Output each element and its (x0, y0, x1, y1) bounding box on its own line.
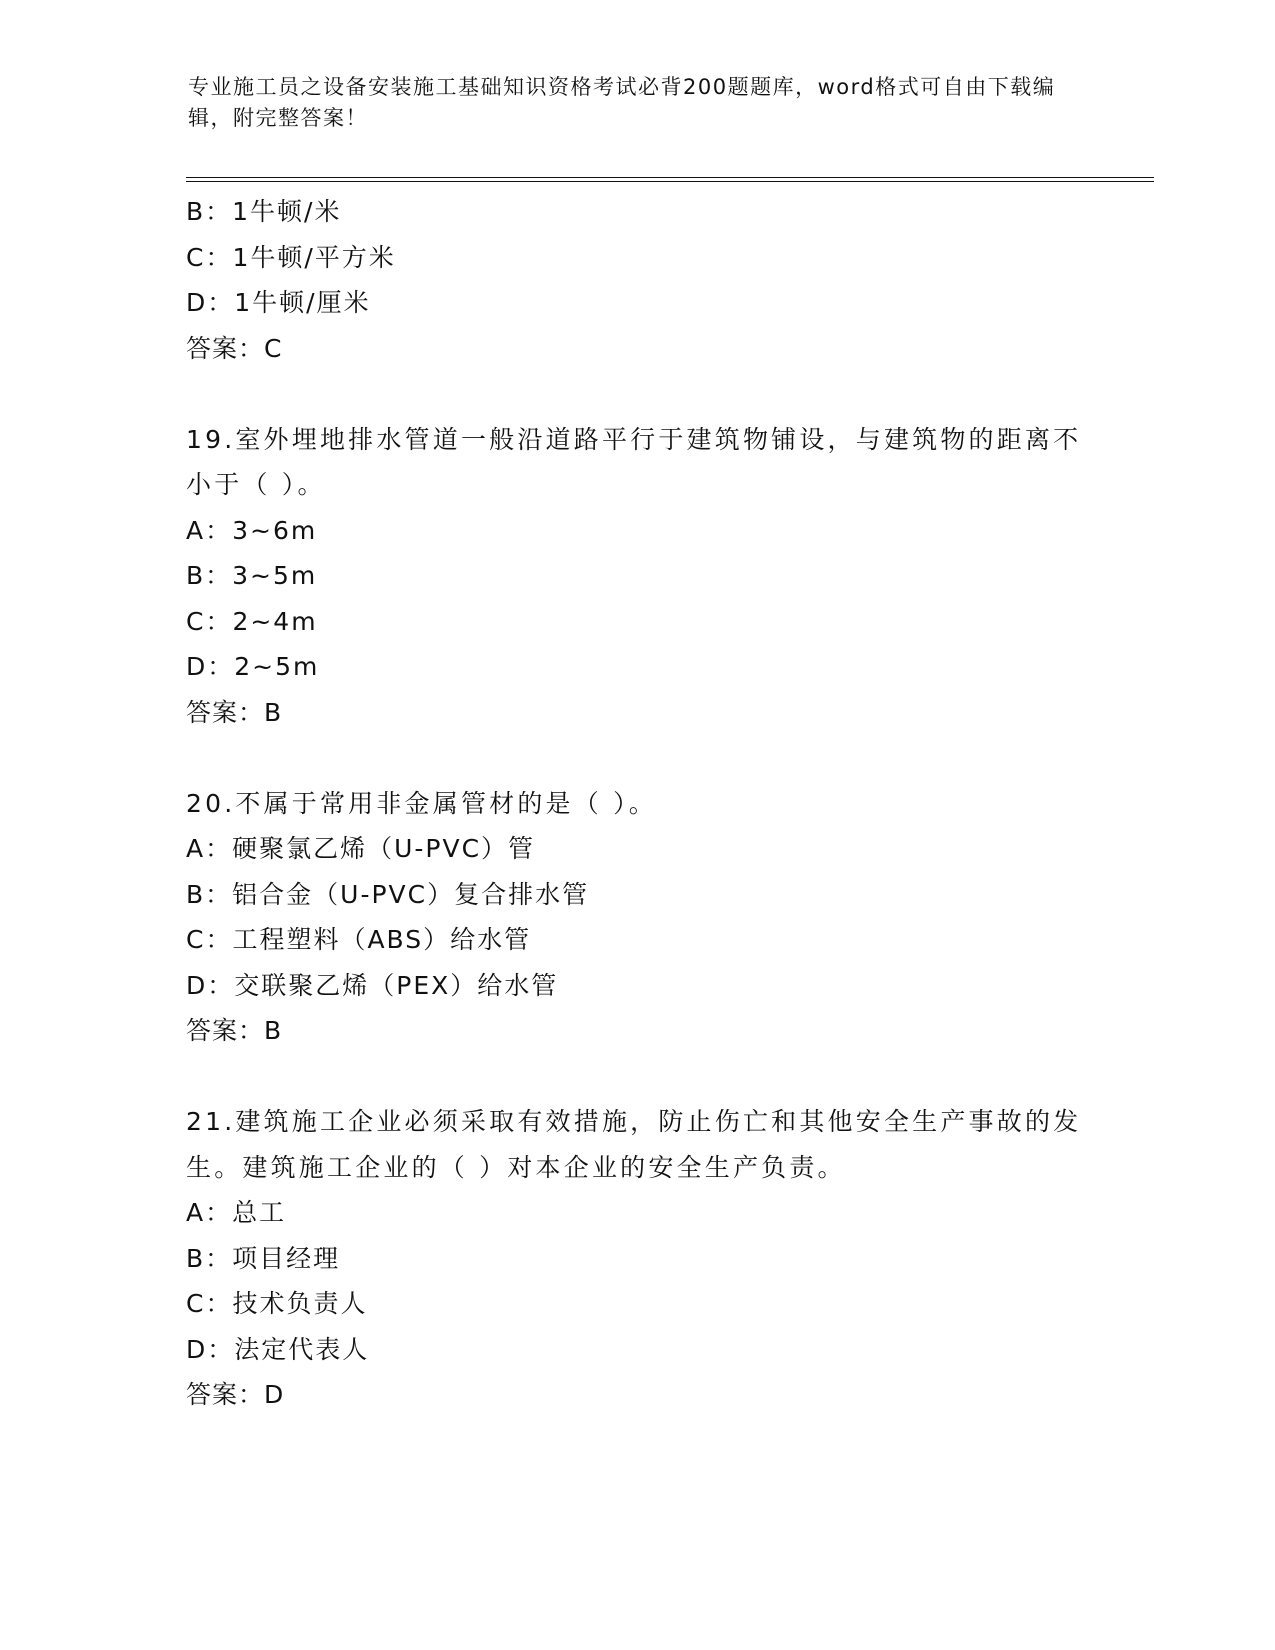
question-19 (186, 417, 1086, 736)
question-20 (186, 781, 1086, 1054)
option-d: D：1牛顿/厘米 (186, 288, 371, 317)
answer: 答案：B (186, 697, 283, 727)
document-header (188, 72, 1068, 134)
question-text: 20.不属于常用非金属管材的是（ ）。 (186, 788, 658, 818)
option-b: B：3~5m (186, 561, 318, 590)
header-text: 专业施工员之设备安装施工基础知识资格考试必背200题题库，word格式可自由下载编辑，附完整答案！ (188, 75, 1056, 130)
answer: 答案：B (186, 1016, 283, 1045)
option-a: A：硬聚氯乙烯（U-PVC）管 (186, 834, 536, 863)
option-b: B：铝合金（U-PVC）复合排水管 (186, 879, 590, 909)
option-c: C：工程塑料（ABS）给水管 (186, 925, 532, 954)
option-b: B：1牛顿/米 (186, 197, 342, 226)
option-c: C：技术负责人 (186, 1289, 368, 1318)
option-c: C：2~4m (186, 606, 318, 636)
previous-question-tail (186, 189, 1086, 371)
option-c: C：1牛顿/平方米 (186, 242, 396, 272)
answer: 答案：D (186, 1380, 285, 1409)
option-d: D：法定代表人 (186, 1334, 370, 1364)
question-list (186, 189, 1086, 1463)
header-divider (186, 177, 1154, 182)
question-21 (186, 1099, 1086, 1418)
option-a: A：总工 (186, 1198, 287, 1227)
option-d: D：2~5m (186, 652, 320, 681)
question-text: 21.建筑施工企业必须采取有效措施，防止伤亡和其他安全生产事故的发生。建筑施工企业的（ ）对本企业的安全生产负责。 (186, 1107, 1082, 1182)
option-b: B：项目经理 (186, 1243, 341, 1273)
question-text: 19.室外埋地排水管道一般沿道路平行于建筑物铺设，与建筑物的距离不小于（ ）。 (186, 424, 1082, 499)
answer: 答案：C (186, 333, 283, 363)
option-d: D：交联聚乙烯（PEX）给水管 (186, 970, 559, 1000)
option-a: A：3~6m (186, 515, 318, 545)
